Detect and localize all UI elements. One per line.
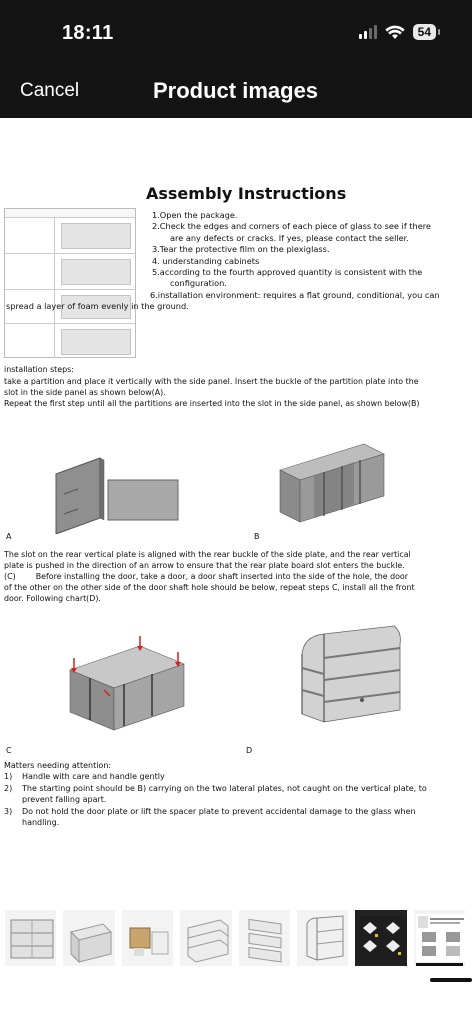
product-image-document[interactable] xyxy=(0,118,472,888)
thumbnail-cabinet-angle[interactable] xyxy=(63,910,114,966)
attention-section xyxy=(4,760,470,828)
figure-b-partitions xyxy=(274,430,394,530)
figure-label-d: D xyxy=(246,746,253,755)
figure-d-display-case xyxy=(290,618,410,728)
step-line: are any defects or cracks. If yes, please contact the seller. xyxy=(170,232,409,243)
slot-text: plate is pushed in the direction of an arrow to ensure that the rear plate board slot enters the buckle. xyxy=(4,561,405,570)
install-text: slot in the side panel as shown below(A). xyxy=(4,388,166,397)
signal-icon xyxy=(359,25,377,39)
step-line: 6.installation environment: requires a flat ground, conditional, you can xyxy=(150,289,440,300)
install-text: Repeat the first step until all the partitions are inserted into the slot in the side panel, as shown below(B) xyxy=(4,399,420,408)
parts-table xyxy=(4,208,136,358)
step-line: configuration. xyxy=(170,278,227,289)
step-line: 1.Open the package. xyxy=(152,210,238,220)
slot-text: The slot on the rear vertical plate is aligned with the rear buckle of the side plate, and the rear vertical xyxy=(4,550,411,559)
thumbnail-strip xyxy=(0,910,472,980)
assembly-steps xyxy=(6,210,470,313)
slot-text: door. Following chart(D). xyxy=(4,594,101,603)
thumbnail-diagram-dark[interactable] xyxy=(355,910,406,966)
attention-item: 3) Do not hold the door plate or lift the spacer plate to prevent accidental damage to the glass when xyxy=(4,806,416,816)
home-indicator[interactable] xyxy=(430,978,472,982)
status-icons xyxy=(359,24,436,40)
step-line: 2.Check the edges and corners of each piece of glass to see if there xyxy=(152,221,431,232)
battery-icon: 54 xyxy=(413,24,436,40)
thumbnail-panels[interactable] xyxy=(239,910,290,966)
attention-item-cont: handling. xyxy=(22,818,60,828)
slot-text: of the other on the other side of the door shaft hole should be below, repeat steps C, install all the front xyxy=(4,583,415,592)
slot-text: (C) Before installing the door, take a door, a door shaft inserted into the side of the hole, the door xyxy=(4,572,408,581)
attention-item-cont: prevent falling apart. xyxy=(22,795,107,805)
figure-label-b: B xyxy=(254,532,260,541)
thumbnail-cabinet-front[interactable] xyxy=(5,910,56,966)
page-title: Product images xyxy=(153,78,319,103)
attention-heading: Matters needing attention: xyxy=(4,761,112,770)
thumbnail-display-case[interactable] xyxy=(297,910,348,966)
figure-label-a: A xyxy=(6,532,12,541)
attention-item: 1) Handle with care and handle gently xyxy=(4,772,165,782)
wifi-icon xyxy=(385,25,405,40)
attention-item: 2) The starting point should be B) carrying on the two lateral plates, not caught on the vertical plate, to xyxy=(4,783,427,793)
step-line: 4. understanding cabinets xyxy=(152,255,260,266)
thumbnail-shelves[interactable] xyxy=(180,910,231,966)
step-line: 3.Tear the protective film on the plexiglass. xyxy=(152,244,330,255)
figure-label-c: C xyxy=(6,746,12,755)
top-bar xyxy=(0,0,472,118)
install-text: take a partition and place it vertically with the side panel. Insert the buckle of the partition plate into the xyxy=(4,377,419,386)
install-heading: installation steps: xyxy=(4,365,74,374)
thumbnail-packaging[interactable] xyxy=(122,910,173,966)
step-line: 5.according to the fourth approved quantity is consistent with the xyxy=(152,267,423,278)
step-line: spread a layer of foam evenly in the ground. xyxy=(6,301,189,312)
thumbnail-instructions[interactable] xyxy=(414,910,465,966)
status-time: 18:11 xyxy=(62,22,114,44)
figure-c-rear-plate xyxy=(60,630,200,734)
document-title: Assembly Instructions xyxy=(146,184,347,203)
cancel-button[interactable]: Cancel xyxy=(20,80,80,101)
figure-a-partition xyxy=(48,444,188,534)
